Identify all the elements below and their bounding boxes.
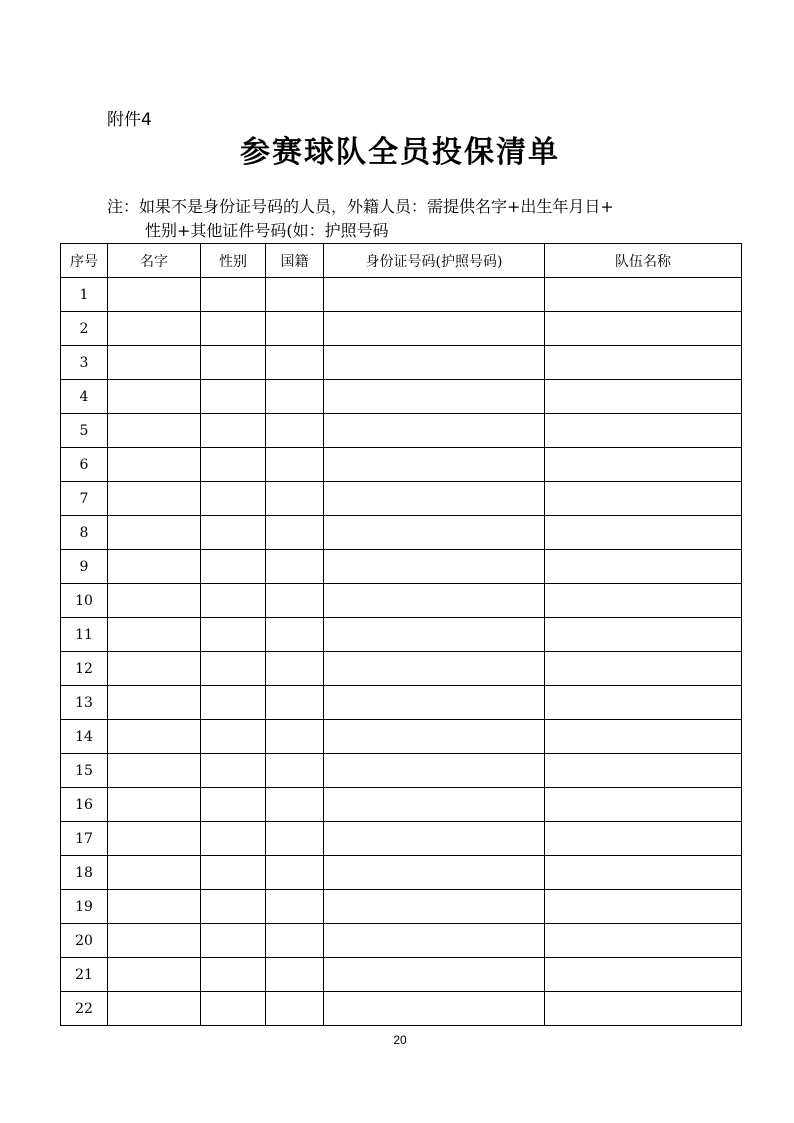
gender-cell[interactable] [201, 618, 266, 652]
header-index: 序号 [61, 244, 108, 278]
team-name-cell[interactable] [545, 584, 742, 618]
nationality-cell[interactable] [266, 924, 324, 958]
header-gender: 性别 [201, 244, 266, 278]
table-row [61, 584, 742, 618]
nationality-cell[interactable] [266, 448, 324, 482]
row-index: 11 [61, 618, 108, 652]
table-row [61, 686, 742, 720]
team-name-cell[interactable] [545, 516, 742, 550]
nationality-cell[interactable] [266, 958, 324, 992]
team-name-cell[interactable] [545, 992, 742, 1026]
row-index: 2 [61, 312, 108, 346]
name-cell[interactable] [108, 380, 201, 414]
id-number-cell[interactable] [324, 720, 545, 754]
id-number-cell[interactable] [324, 414, 545, 448]
table-row [61, 822, 742, 856]
team-name-cell[interactable] [545, 856, 742, 890]
gender-cell[interactable] [201, 856, 266, 890]
row-index: 5 [61, 414, 108, 448]
team-name-cell[interactable] [545, 312, 742, 346]
name-cell[interactable] [108, 754, 201, 788]
team-name-cell[interactable] [545, 278, 742, 312]
id-number-cell[interactable] [324, 584, 545, 618]
name-cell[interactable] [108, 720, 201, 754]
nationality-cell[interactable] [266, 278, 324, 312]
note-text [107, 195, 727, 243]
gender-cell[interactable] [201, 958, 266, 992]
row-index: 22 [61, 992, 108, 1026]
table-row [61, 312, 742, 346]
id-number-cell[interactable] [324, 992, 545, 1026]
nationality-cell[interactable] [266, 992, 324, 1026]
id-number-cell[interactable] [324, 652, 545, 686]
gender-cell[interactable] [201, 380, 266, 414]
table-row [61, 618, 742, 652]
team-name-cell[interactable] [545, 788, 742, 822]
team-name-cell[interactable] [545, 686, 742, 720]
table-row [61, 414, 742, 448]
note-line-2: 性别+其他证件号码(如：护照号码 [145, 221, 389, 240]
name-cell[interactable] [108, 788, 201, 822]
name-cell[interactable] [108, 482, 201, 516]
name-cell[interactable] [108, 516, 201, 550]
row-index: 13 [61, 686, 108, 720]
gender-cell[interactable] [201, 652, 266, 686]
name-cell[interactable] [108, 822, 201, 856]
id-number-cell[interactable] [324, 448, 545, 482]
team-name-cell[interactable] [545, 414, 742, 448]
row-index: 8 [61, 516, 108, 550]
nationality-cell[interactable] [266, 380, 324, 414]
name-cell[interactable] [108, 414, 201, 448]
nationality-cell[interactable] [266, 346, 324, 380]
team-name-cell[interactable] [545, 550, 742, 584]
nationality-cell[interactable] [266, 890, 324, 924]
team-name-cell[interactable] [545, 890, 742, 924]
id-number-cell[interactable] [324, 312, 545, 346]
nationality-cell[interactable] [266, 584, 324, 618]
gender-cell[interactable] [201, 448, 266, 482]
nationality-cell[interactable] [266, 754, 324, 788]
gender-cell[interactable] [201, 346, 266, 380]
nationality-cell[interactable] [266, 414, 324, 448]
row-index: 20 [61, 924, 108, 958]
name-cell[interactable] [108, 550, 201, 584]
row-index: 15 [61, 754, 108, 788]
row-index: 14 [61, 720, 108, 754]
table-row [61, 992, 742, 1026]
gender-cell[interactable] [201, 822, 266, 856]
nationality-cell[interactable] [266, 652, 324, 686]
gender-cell[interactable] [201, 890, 266, 924]
name-cell[interactable] [108, 312, 201, 346]
table-row [61, 516, 742, 550]
table-row [61, 788, 742, 822]
nationality-cell[interactable] [266, 720, 324, 754]
name-cell[interactable] [108, 924, 201, 958]
gender-cell[interactable] [201, 720, 266, 754]
name-cell[interactable] [108, 618, 201, 652]
id-number-cell[interactable] [324, 618, 545, 652]
insurance-roster-table [60, 243, 742, 1026]
gender-cell[interactable] [201, 924, 266, 958]
header-id-number: 身份证号码(护照号码) [324, 244, 545, 278]
name-cell[interactable] [108, 890, 201, 924]
nationality-cell[interactable] [266, 516, 324, 550]
id-number-cell[interactable] [324, 958, 545, 992]
table-header-row [61, 244, 742, 278]
header-nationality: 国籍 [266, 244, 324, 278]
table-row [61, 958, 742, 992]
team-name-cell[interactable] [545, 958, 742, 992]
table-row [61, 890, 742, 924]
gender-cell[interactable] [201, 584, 266, 618]
row-index: 17 [61, 822, 108, 856]
table-row [61, 652, 742, 686]
row-index: 12 [61, 652, 108, 686]
team-name-cell[interactable] [545, 754, 742, 788]
gender-cell[interactable] [201, 278, 266, 312]
team-name-cell[interactable] [545, 380, 742, 414]
row-index: 7 [61, 482, 108, 516]
gender-cell[interactable] [201, 414, 266, 448]
table-row [61, 754, 742, 788]
table-row [61, 856, 742, 890]
nationality-cell[interactable] [266, 618, 324, 652]
attachment-label: 附件4 [107, 110, 152, 130]
id-number-cell[interactable] [324, 788, 545, 822]
table-row [61, 550, 742, 584]
nationality-cell[interactable] [266, 686, 324, 720]
table-row [61, 924, 742, 958]
id-number-cell[interactable] [324, 924, 545, 958]
nationality-cell[interactable] [266, 822, 324, 856]
table-body [61, 278, 742, 1026]
row-index: 6 [61, 448, 108, 482]
team-name-cell[interactable] [545, 822, 742, 856]
id-number-cell[interactable] [324, 550, 545, 584]
team-name-cell[interactable] [545, 652, 742, 686]
name-cell[interactable] [108, 686, 201, 720]
row-index: 18 [61, 856, 108, 890]
table-row [61, 448, 742, 482]
name-cell[interactable] [108, 584, 201, 618]
id-number-cell[interactable] [324, 278, 545, 312]
table-row [61, 482, 742, 516]
table-row [61, 278, 742, 312]
id-number-cell[interactable] [324, 482, 545, 516]
gender-cell[interactable] [201, 686, 266, 720]
gender-cell[interactable] [201, 992, 266, 1026]
page-number: 20 [393, 1033, 407, 1047]
gender-cell[interactable] [201, 312, 266, 346]
row-index: 21 [61, 958, 108, 992]
gender-cell[interactable] [201, 754, 266, 788]
gender-cell[interactable] [201, 788, 266, 822]
id-number-cell[interactable] [324, 890, 545, 924]
id-number-cell[interactable] [324, 856, 545, 890]
row-index: 9 [61, 550, 108, 584]
row-index: 3 [61, 346, 108, 380]
name-cell[interactable] [108, 278, 201, 312]
name-cell[interactable] [108, 856, 201, 890]
team-name-cell[interactable] [545, 346, 742, 380]
header-name: 名字 [108, 244, 201, 278]
team-name-cell[interactable] [545, 482, 742, 516]
table-row [61, 380, 742, 414]
header-team-name: 队伍名称 [545, 244, 742, 278]
name-cell[interactable] [108, 958, 201, 992]
name-cell[interactable] [108, 448, 201, 482]
gender-cell[interactable] [201, 550, 266, 584]
nationality-cell[interactable] [266, 482, 324, 516]
name-cell[interactable] [108, 652, 201, 686]
row-index: 4 [61, 380, 108, 414]
id-number-cell[interactable] [324, 822, 545, 856]
nationality-cell[interactable] [266, 856, 324, 890]
document-title: 参赛球队全员投保清单 [240, 135, 560, 170]
id-number-cell[interactable] [324, 754, 545, 788]
nationality-cell[interactable] [266, 550, 324, 584]
row-index: 1 [61, 278, 108, 312]
table-row [61, 720, 742, 754]
nationality-cell[interactable] [266, 312, 324, 346]
team-name-cell[interactable] [545, 448, 742, 482]
id-number-cell[interactable] [324, 380, 545, 414]
team-name-cell[interactable] [545, 618, 742, 652]
table-row [61, 346, 742, 380]
id-number-cell[interactable] [324, 346, 545, 380]
gender-cell[interactable] [201, 516, 266, 550]
row-index: 16 [61, 788, 108, 822]
gender-cell[interactable] [201, 482, 266, 516]
id-number-cell[interactable] [324, 686, 545, 720]
name-cell[interactable] [108, 346, 201, 380]
row-index: 19 [61, 890, 108, 924]
team-name-cell[interactable] [545, 720, 742, 754]
name-cell[interactable] [108, 992, 201, 1026]
team-name-cell[interactable] [545, 924, 742, 958]
note-line-1: 注：如果不是身份证号码的人员，外籍人员：需提供名字+出生年月日+ [107, 197, 614, 216]
row-index: 10 [61, 584, 108, 618]
nationality-cell[interactable] [266, 788, 324, 822]
id-number-cell[interactable] [324, 516, 545, 550]
